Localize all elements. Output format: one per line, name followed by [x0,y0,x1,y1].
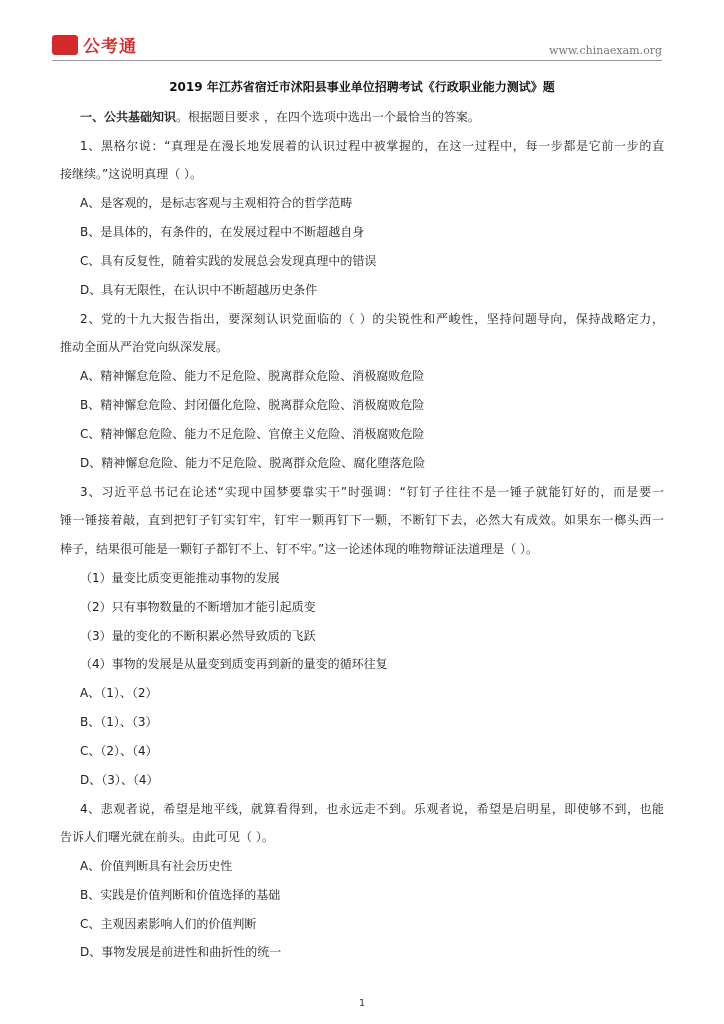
q4-stem-line-2: 告诉人们曙光就在前头。由此可见（ ）。 [60,830,274,844]
page-header [52,32,662,60]
logo-icon [52,35,78,55]
q4-option-b: B、实践是价值判断和价值选择的基础 [80,888,281,902]
q3-stem-line-1: 3、习近平总书记在论述“实现中国梦要靠实干”时强调：“钉钉子往往不是一锤子就能钉好的，而是要一 [80,485,664,499]
q2-stem-line-2: 推动全面从严治党向纵深发展。 [60,340,229,354]
q2-stem-line-1: 2、党的十九大报告指出，要深刻认识党面临的（ ）的尖锐性和严峻性，坚持问题导向，保持战略定力， [80,312,664,326]
q2-option-c: C、精神懈怠危险、能力不足危险、官僚主义危险、消极腐败危险 [80,427,425,441]
q4-option-d: D、事物发展是前进性和曲折性的统一 [80,945,282,959]
site-url-link[interactable]: www.chinaexam.org [549,44,662,57]
q1-option-a: A、是客观的，是标志客观与主观相符合的哲学范畴 [80,196,353,210]
q3-option-d: D、（3）、（4） [80,773,159,787]
q2-option-d: D、精神懈怠危险、能力不足危险、脱离群众危险、腐化堕落危险 [80,456,426,470]
q3-statement-3: （3）量的变化的不断积累必然导致质的飞跃 [80,629,316,643]
q3-stem-line-2: 锤一锤接着敲，直到把钉子钉实钉牢，钉牢一颗再钉下一颗，不断钉下去，必然大有成效。如果东一榔头西一 [60,513,664,527]
document-title: 2019 年江苏省宿迁市沭阳县事业单位招聘考试《行政职业能力测试》题 [169,80,555,94]
q3-option-a: A、（1）、（2） [80,686,158,700]
q1-stem-line-2: 接继续。”这说明真理（ ）。 [60,167,203,181]
header-divider [52,60,662,61]
q1-stem-line-1: 1、黑格尔说：“真理是在漫长地发展着的认识过程中被掌握的，在这一过程中，每一步都是它前一步的直 [80,139,664,153]
q4-stem-line-1: 4、悲观者说，希望是地平线，就算看得到，也永远走不到。乐观者说，希望是启明星，即使够不到，也能 [80,802,664,816]
q3-option-b: B、（1）、（3） [80,715,158,729]
q3-statement-2: （2）只有事物数量的不断增加才能引起质变 [80,600,316,614]
logo-text: 公考通 [83,37,137,57]
section-heading [80,109,480,125]
page-number: 1 [358,998,366,1009]
q3-statement-1: （1）量变比质变更能推动事物的发展 [80,571,280,585]
section-instruction: 。根据题目要求 ，在四个选项中选出一个最恰当的答案。 [176,110,480,124]
q3-option-c: C、（2）、（4） [80,744,158,758]
q4-option-a: A、价值判断具有社会历史性 [80,859,233,873]
section-label: 一、公共基础知识 [80,110,177,124]
q4-option-c: C、主观因素影响人们的价值判断 [80,917,257,931]
q2-option-a: A、精神懈怠危险、能力不足危险、脱离群众危险、消极腐败危险 [80,369,425,383]
q2-option-b: B、精神懈怠危险、封闭僵化危险、脱离群众危险、消极腐败危险 [80,398,425,412]
q3-stem-line-3: 棒子，结果很可能是一颗钉子都钉不上、钉不牢。”这一论述体现的唯物辩证法道理是（ ）。 [60,542,539,556]
q1-option-c: C、具有反复性，随着实践的发展总会发现真理中的错误 [80,254,377,268]
q1-option-b: B、是具体的，有条件的，在发展过程中不断超越自身 [80,225,365,239]
gongkaotong-logo[interactable] [52,32,137,57]
q1-option-d: D、具有无限性，在认识中不断超越历史条件 [80,283,318,297]
q3-statement-4: （4）事物的发展是从量变到质变再到新的量变的循环往复 [80,657,388,671]
